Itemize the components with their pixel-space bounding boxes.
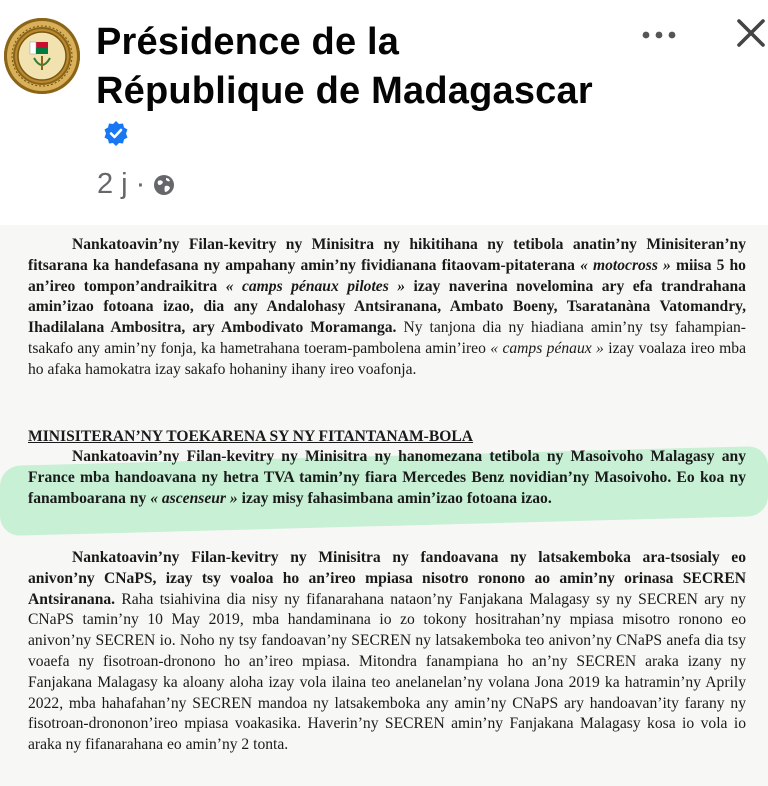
p1-text-6: Ny tanjona dia ny hiadiana amin’ny tsy fahampian-tsakafo any amin’ny fonja, ka hametrahana toeram-pambolena amin’ireo (28, 319, 746, 357)
meta-separator: · (135, 168, 146, 200)
page-avatar[interactable] (4, 18, 80, 94)
verified-badge-icon (102, 120, 130, 148)
p3-text-1: Nankatoavin’ny Filan-kevitry ny Minisitra ny fandoavana ny latsakemboka ara-tsosialy eo anivon’ny CNaPS, izay tsy voaloa ho an’ireo mpiasa nisotro ronono ao amin’ny orinasa SECREN Antsiranana. (28, 549, 746, 608)
globe-icon (153, 174, 175, 196)
page-title[interactable] (96, 18, 596, 165)
p1-text-7: « camps pénaux » (490, 339, 604, 357)
paragraph-economy (28, 447, 746, 509)
post-meta (97, 168, 175, 201)
document-image (0, 225, 768, 786)
p1-text-1: Nankatoavin’ny Filan-kevitry ny Minisitra ny hikitihana ny tetibola anatin’ny Minisiteran’ny fitsarana ka handefasana ny ampahany amin’ny fividianana fitaovam-pitaterana (28, 236, 746, 274)
p1-text-4: « camps pénaux pilotes » (225, 277, 406, 295)
p1-text-3: miisa 5 ho an’ireo tompon’andraikitra (28, 256, 746, 295)
presidential-seal-icon (4, 18, 80, 94)
page-title-text[interactable]: Présidence de la République de Madagascar (96, 21, 593, 112)
section-heading-economy: MINISITERAN’NY TOEKARENA SY NY FITANTANAM-BOLA (28, 428, 474, 445)
p2-text-3: izay misy fahasimbana amin’izao fotoana izao. (241, 489, 552, 507)
paragraph-secren (28, 548, 746, 756)
p2-text-2: « ascenseur » (150, 489, 238, 507)
post-header (0, 0, 768, 225)
close-icon[interactable] (734, 16, 768, 50)
post-timestamp[interactable]: 2 j (97, 168, 128, 200)
p1-text-2: « motocross » (580, 256, 671, 274)
p2-text-1: Nankatoavin’ny Filan-kevitry ny Minisitra ny hanomezana tetibola ny Masoivoho Malagasy any France mba handoavana ny hetra TVA tamin’ny fiara Mercedes Benz novidian’ny Masoivoho. Eo koa ny fanamboarana ny (28, 448, 746, 507)
paragraph-justice (28, 235, 746, 381)
more-options-icon[interactable] (640, 28, 680, 42)
p1-text-8: izay voalaza ireo mba ho afaka hamokatra izay sakafo hohaniny ihany ireo voafonja. (28, 339, 747, 378)
p1-text-5: izay naverina novelomina ary efa trandrahana amin’izao fotoana izao, dia any Andalohasy Antsiranana, Ambato Boeny, Tsaratanàna Vatomandry, Ihadilalana Ambositra, ary Ambodivato Moramanga. (28, 277, 746, 337)
p3-text-2: Raha tsiahivina dia nisy ny fifanarahana nataon’ny Fanjakana Malagasy sy ny SECREN ary ny CNaPS tamin’ny 10 May 2019, mba handaminana io zo tokony hositrahan’ny mpiasa misotro ronono eo anivon’ny SECREN io. Noho ny tsy fandoavan’ny SECREN ny latsakemboka teo anivon’ny CNaPS anefa dia tsy voaefa ny fisotroan-dronono ho an’ireo mpiasa. Mitondra fanampiana ho an’ny SECREN araka izany ny Fanjakana Malagasy ka aloany aloha izay vola ilaina teo anelanelan’ny volana Jona 2019 ka hatramin’ny Aprily 2022, mba hahafahan’ny SECREN mandoa ny latsakemboka any amin’ny CNaPS ary handoavan’ity farany ny fisotroan-drononon’ireo mpiasa voakasika. Haverin’ny SECREN amin’ny Fanjakana Malagasy kosa io vola io araka ny fifanarahana eo amin’ny 2 tonta. (28, 590, 746, 754)
